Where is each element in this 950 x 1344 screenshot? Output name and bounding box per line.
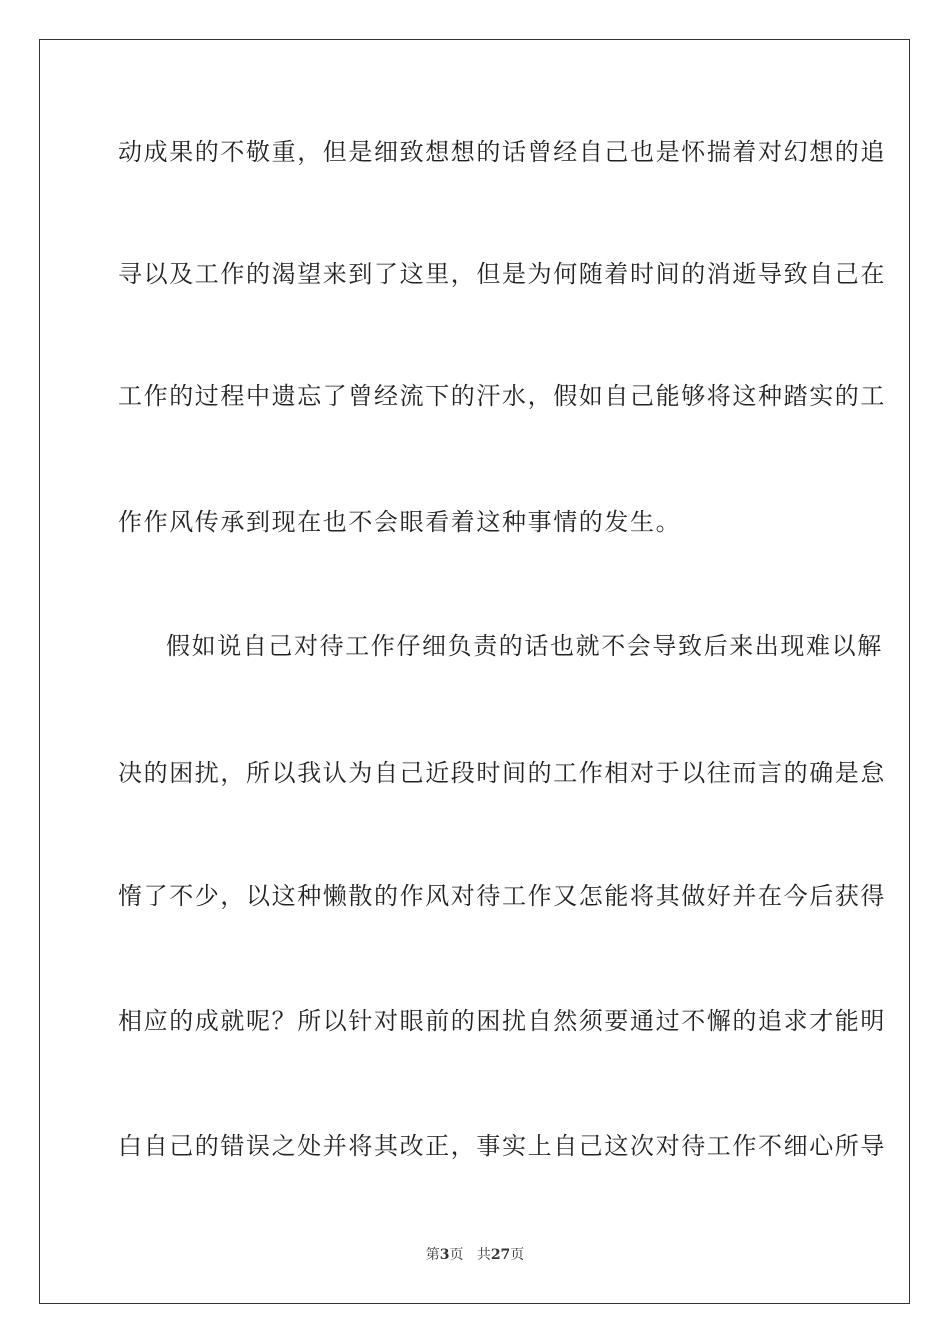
page-prefix: 第	[425, 1247, 440, 1263]
body-text-line: 惰了不少，以这种懒散的作风对待工作又怎能将其做好并在今后获得	[118, 882, 886, 910]
body-text-line: 白自己的错误之处并将其改正，事实上自己这次对待工作不细心所导	[118, 1132, 886, 1160]
page-border	[39, 39, 910, 1304]
total-suffix: 页	[510, 1247, 525, 1263]
page-footer	[0, 1246, 950, 1264]
body-text-line: 寻以及工作的渴望来到了这里，但是为何随着时间的消逝导致自己在	[118, 260, 886, 288]
body-text-line: 动成果的不敬重，但是细致想想的话曾经自己也是怀揣着对幻想的追	[118, 138, 886, 166]
page-suffix: 页	[449, 1247, 464, 1263]
total-pages: 27	[490, 1247, 511, 1263]
body-text-line: 相应的成就呢？所以针对眼前的困扰自然须要通过不懈的追求才能明	[118, 1007, 886, 1035]
body-text-line: 作作风传承到现在也不会眼看着这种事情的发生。	[118, 508, 682, 536]
paragraph-start-line: 假如说自己对待工作仔细负责的话也就不会导致后来出现难以解	[166, 632, 883, 660]
page-number: 3	[439, 1247, 450, 1263]
total-prefix: 共	[476, 1247, 491, 1263]
body-text-line: 决的困扰，所以我认为自己近段时间的工作相对于以往而言的确是怠	[118, 759, 886, 787]
body-text-line: 工作的过程中遗忘了曾经流下的汗水，假如自己能够将这种踏实的工	[118, 382, 886, 410]
